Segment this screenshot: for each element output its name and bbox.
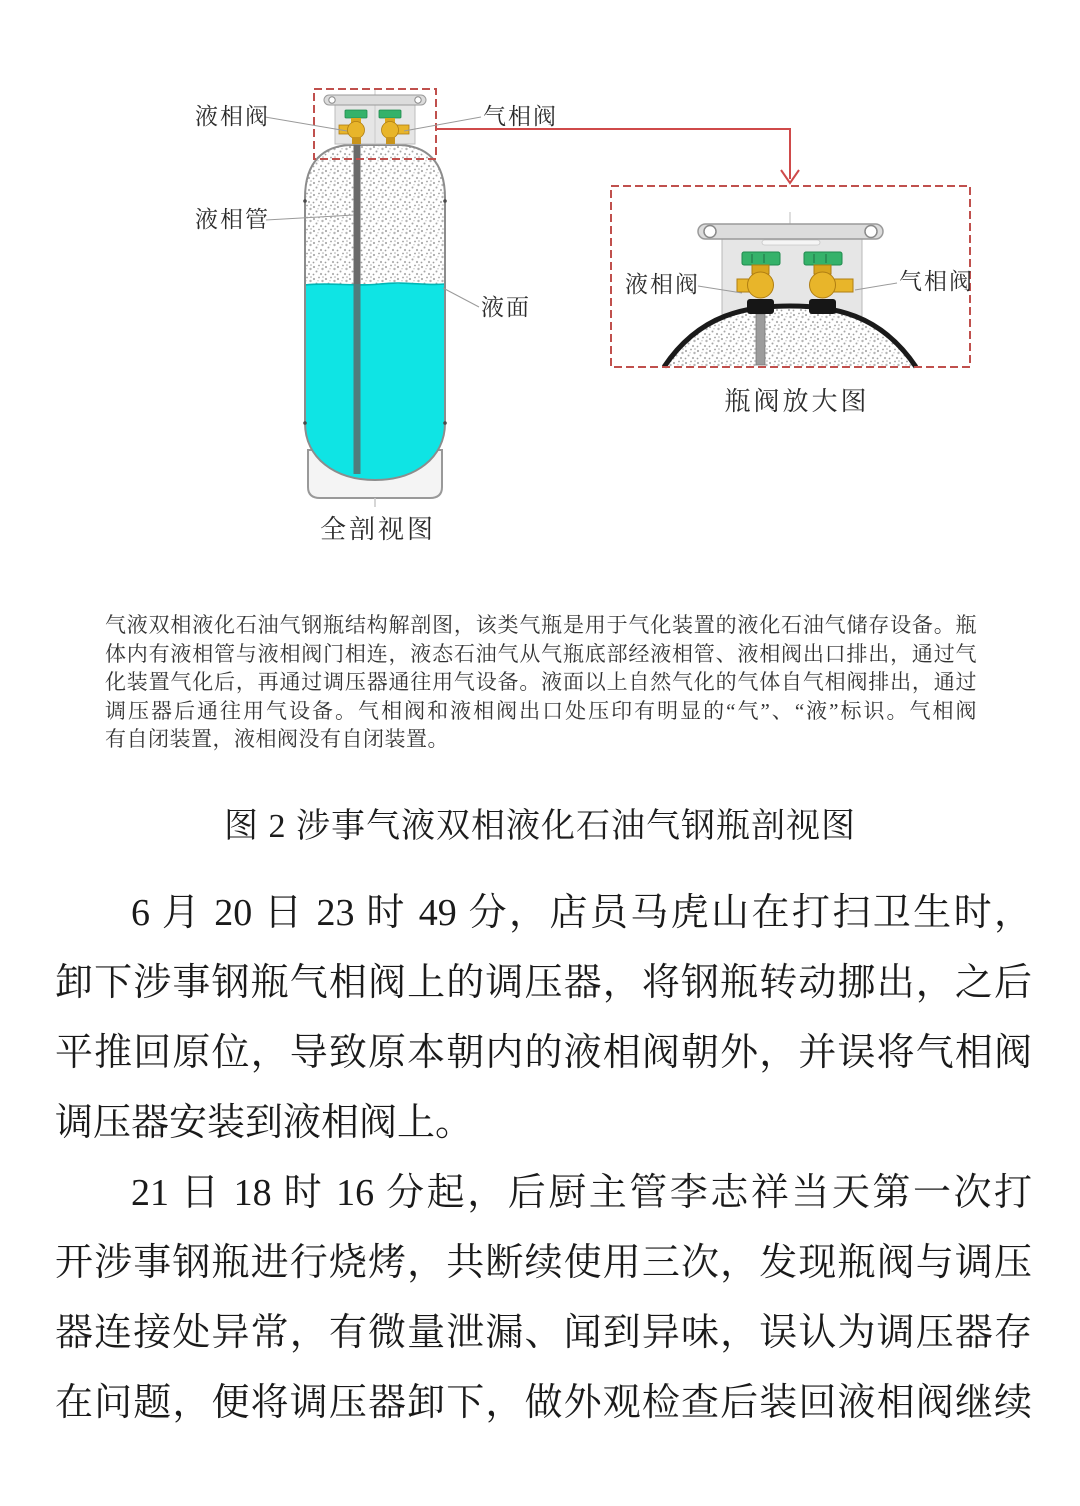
figure-caption: 图 2 涉事气液双相液化石油气钢瓶剖视图 (224, 808, 856, 845)
label-gas-valve-large: 气相阀 (899, 269, 974, 294)
body-line: 在问题，便将调压器卸下，做外观检查后装回液相阀继续 (55, 1382, 1032, 1424)
label-liquid-pipe: 液相管 (195, 207, 270, 232)
liquid-phase-region (305, 284, 445, 480)
cylinder-figure (0, 0, 1080, 560)
liquid-pipe (354, 143, 361, 284)
body-line: 6 月 20 日 23 时 49 分，店员马虎山在打扫卫生时， (131, 892, 1032, 934)
carry-handle (324, 95, 426, 105)
label-gas-valve: 气相阀 (483, 104, 558, 129)
figure-note (105, 611, 977, 754)
full-section-diagram (195, 89, 558, 544)
note-line: 体内有液相管与液相阀门相连，液态石油气从气瓶底部经液相管、液相阀出口排出，通过气 (105, 641, 977, 666)
note-line: 有自闭装置，液相阀没有自闭装置。 (105, 727, 449, 751)
cylinder-dome (664, 306, 916, 367)
full-section-caption: 全剖视图 (319, 515, 437, 544)
body-line: 卸下涉事钢瓶气相阀上的调压器，将钢瓶转动挪出，之后 (55, 962, 1032, 1004)
body-line: 器连接处异常，有微量泄漏、闻到异味，误认为调压器存 (55, 1312, 1032, 1354)
valve-enlarged-diagram (611, 186, 974, 416)
body-line: 调压器安装到液相阀上。 (55, 1102, 474, 1144)
label-liquid-valve-large: 液相阀 (625, 272, 700, 297)
body-line: 21 日 18 时 16 分起，后厨主管李志祥当天第一次打 (131, 1172, 1032, 1214)
body-text (55, 878, 1032, 1438)
note-line: 气液双相液化石油气钢瓶结构解剖图，该类气瓶是用于气化装置的液化石油气储存设备。瓶 (105, 613, 977, 637)
enlarged-view-caption: 瓶阀放大图 (724, 387, 870, 416)
label-liquid-valve: 液相阀 (195, 104, 270, 129)
body-line: 开涉事钢瓶进行烧烤，共断续使用三次，发现瓶阀与调压 (55, 1242, 1032, 1284)
gas-phase-region (305, 145, 445, 284)
label-liquid-surface: 液面 (481, 295, 531, 320)
note-line: 调压器后通往用气设备。气相阀和液相阀出口处压印有明显的“气”、“液”标识。气相阀 (105, 698, 977, 723)
note-line: 化装置气化后，再通过调压器通往用气设备。液面以上自然气化的气体自气相阀排出，通过 (105, 670, 977, 694)
body-line: 平推回原位，导致原本朝内的液相阀朝外，并误将气相阀 (55, 1032, 1032, 1074)
carry-handle-large (698, 224, 883, 239)
red-connector-arrow (436, 129, 799, 183)
